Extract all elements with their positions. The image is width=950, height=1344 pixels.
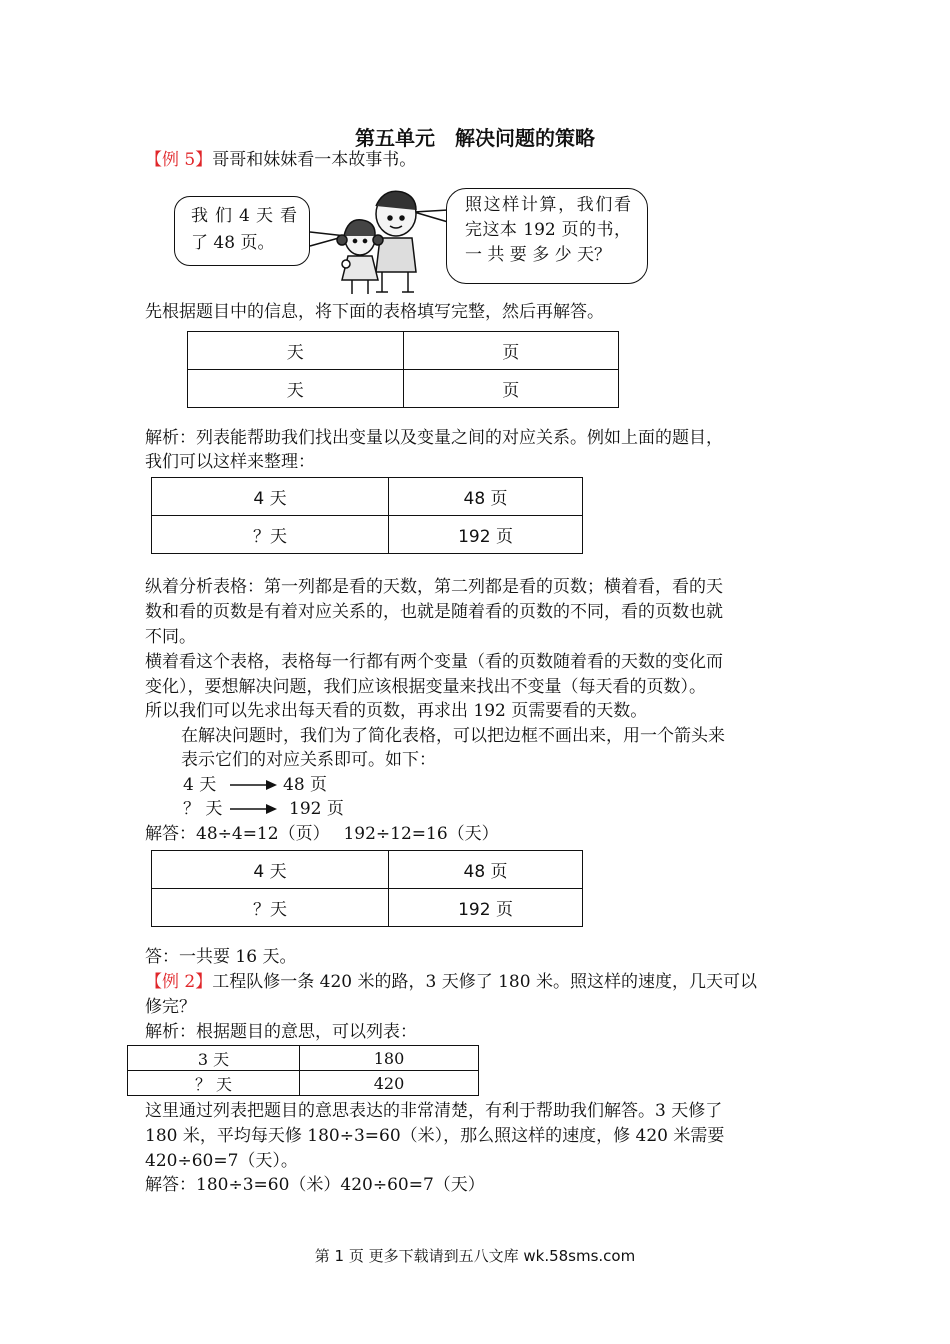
analysis-line-2: 我们可以这样来整理： [145,452,315,472]
arrow-row-2-left: ？ 天 [183,799,223,819]
arrow-row-2-right: 192 页 [289,799,344,819]
blank-table [187,331,619,408]
instruction-text: 先根据题目中的信息，将下面的表格填写完整，然后再解答。 [145,302,604,322]
example2-table [127,1045,479,1096]
paragraph-2-line-2: 变化），要想解决问题，我们应该根据变量来找出不变量（每天看的页数）。 [145,677,706,697]
table-cell: 4 天 [152,851,389,889]
example2-paragraph-line-1: 这里通过列表把题目的意思表达的非常清楚，有利于帮助我们解答。3 天修了 [145,1101,723,1121]
example5-statement [145,148,416,172]
table-cell: 48 页 [389,851,583,889]
paragraph-1-line-2: 数和看的页数是有着对应关系的，也就是随着看的页数的不同，看的页数也就 [145,602,723,622]
speech-bubble-right [446,188,648,284]
example2-statement [145,970,757,994]
page-title: 第五单元 解决问题的策略 [355,126,595,150]
paragraph-3-line-2: 表示它们的对应关系即可。如下： [181,750,436,770]
arrow-row-1-right: 48 页 [283,775,328,795]
example2-paragraph-line-2: 180 米，平均每天修 180÷3=60（米），那么照这样的速度，修 420 米需要 [145,1126,725,1146]
data-table-2 [151,850,583,927]
table-cell: 420 [299,1071,478,1096]
paragraph-3-line-1: 在解决问题时，我们为了简化表格，可以把边框不画出来，用一个箭头来 [181,726,725,746]
paragraph-2-line-1: 横着看这个表格，表格每一行都有两个变量（看的页数随着看的天数的变化而 [145,652,723,672]
example2-paragraph-line-3: 420÷60=7（天）。 [145,1151,298,1171]
table-cell: 180 [299,1046,478,1071]
table-cell: ？天 [152,889,389,927]
example5-text: 哥哥和妹妹看一本故事书。 [212,150,417,170]
table-cell: 48 页 [389,478,583,516]
example2-analysis: 解析：根据题目的意思，可以列表： [145,1022,417,1042]
example2-text-line-1: 工程队修一条 420 米的路，3 天修了 180 米。照这样的速度，几天可以 [212,972,757,992]
girl-figure [337,220,383,294]
table-cell: 页 [403,332,619,370]
example2-text-line-2: 修完？ [145,997,196,1017]
solution-text: 解答：48÷4=12（页） 192÷12=16（天） [145,824,499,844]
example5-tag: 【例 5】 [145,150,213,170]
bubble-left-text: 我 们 4 天 看 了 48 页。 [191,206,297,253]
answer-text: 答：一共要 16 天。 [145,947,297,967]
paragraph-2-line-3: 所以我们可以先求出每天看的页数，再求出 192 页需要看的天数。 [145,701,648,721]
bubble-right-text: 照这样计算，我们看完这本 192 页的书， 一 共 要 多 少 天？ [465,195,631,265]
table-cell: ？天 [152,516,389,554]
table-cell: 4 天 [152,478,389,516]
table-cell: 天 [188,332,404,370]
page-footer: 第 1 页 更多下载请到五八文库 wk.58sms.com [314,1247,636,1265]
speech-bubble-left [174,196,310,266]
paragraph-1-line-1: 纵着分析表格：第一列都是看的天数，第二列都是看的页数；横着看，看的天 [145,577,723,597]
table-cell: 天 [188,370,404,408]
arrow-right-icon [230,779,278,791]
table-cell: 192 页 [389,516,583,554]
example2-tag: 【例 2】 [145,972,213,992]
paragraph-1-line-3: 不同。 [145,627,196,647]
arrow-row-1-left: 4 天 [183,775,217,795]
data-table-1 [151,477,583,554]
analysis-line-1: 解析：列表能帮助我们找出变量以及变量之间的对应关系。例如上面的题目， [145,428,723,448]
example2-solution: 解答：180÷3=60（米）420÷60=7（天） [145,1175,485,1195]
table-cell: 3 天 [128,1046,300,1071]
table-cell: 页 [403,370,619,408]
table-cell: ？ 天 [128,1071,300,1096]
table-cell: 192 页 [389,889,583,927]
arrow-right-icon [230,803,278,815]
